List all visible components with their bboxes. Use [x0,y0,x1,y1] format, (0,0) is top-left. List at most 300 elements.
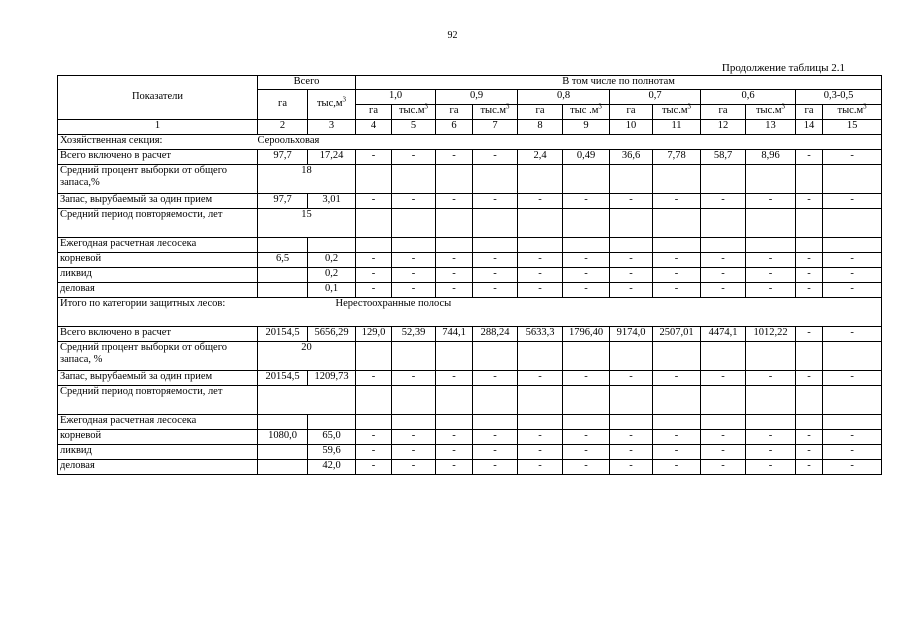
value-cell [436,209,473,238]
value-cell [563,209,610,238]
value-cell [436,165,473,194]
value-cell: - [473,460,518,475]
value-cell: 2507,01 [653,327,701,342]
unit-label: тыс $.м^3$ [570,102,602,116]
unit-exponent: 3 [342,95,347,104]
value-cell: - [746,268,796,283]
value-cell: - [796,430,823,445]
value-cell [610,386,653,415]
section-name: Сероольховая [258,135,882,150]
header-unit-volume [746,102,796,120]
merged-value-cell: 15 [258,209,356,238]
value-cell: - [610,430,653,445]
value-cell: - [473,283,518,298]
value-cell [823,415,882,430]
value-cell: - [356,283,392,298]
header-density: 0,7 [610,90,701,105]
row-label: ликвид [58,445,258,460]
value-cell [701,386,746,415]
header-unit-volume [823,102,882,120]
value-cell: - [518,430,563,445]
table-row [58,460,882,475]
value-cell: 97,7 [258,150,308,165]
value-cell: 0,1 [308,283,356,298]
value-cell: - [518,268,563,283]
merged-value-cell: 20 [258,342,356,371]
value-cell: - [356,268,392,283]
value-cell: - [746,253,796,268]
value-cell: 744,1 [436,327,473,342]
table-row [58,268,882,283]
value-cell [473,238,518,253]
value-cell [610,342,653,371]
value-cell: - [563,194,610,209]
value-cell [746,238,796,253]
value-cell: 58,7 [701,150,746,165]
value-cell: - [746,283,796,298]
row-label: Средний период повторяемости, лет [58,209,258,238]
value-cell: - [746,430,796,445]
table-row [58,209,882,238]
data-table [57,75,882,475]
value-cell [258,268,308,283]
value-cell: - [473,430,518,445]
value-cell: - [796,460,823,475]
value-cell: 2,4 [518,150,563,165]
value-cell: - [823,371,882,386]
value-cell [823,386,882,415]
value-cell: - [392,268,436,283]
value-cell: - [823,430,882,445]
value-cell: 97,7 [258,194,308,209]
value-cell [436,238,473,253]
value-cell: - [518,194,563,209]
value-cell [823,342,882,371]
header-unit-ha: га [356,105,392,120]
unit-exponent: 3 [781,102,786,111]
value-cell [823,165,882,194]
value-cell: - [518,460,563,475]
value-cell: - [653,460,701,475]
table-row [58,253,882,268]
unit-exponent: 3 [863,102,867,111]
value-cell [701,165,746,194]
value-cell: - [746,460,796,475]
column-number: 11 [653,120,701,135]
table-row [58,415,882,430]
value-cell [796,238,823,253]
table-row [58,371,882,386]
header-unit-volume [392,102,436,120]
value-cell: - [610,445,653,460]
value-cell: - [701,253,746,268]
value-cell [653,238,701,253]
value-cell: - [746,445,796,460]
value-cell: 1080,0 [258,430,308,445]
value-cell: - [796,445,823,460]
value-cell [518,342,563,371]
value-cell: 6,5 [258,253,308,268]
header-including: В том числе по полнотам [356,76,882,90]
value-cell [563,165,610,194]
header-row [58,76,882,90]
value-cell [563,342,610,371]
header-total: Всего [258,76,356,90]
value-cell: - [653,283,701,298]
value-cell: - [356,150,392,165]
value-cell: - [746,371,796,386]
value-cell [610,238,653,253]
value-cell [563,386,610,415]
value-cell [701,238,746,253]
value-cell: - [356,445,392,460]
value-cell [258,460,308,475]
value-cell: 52,39 [392,327,436,342]
value-cell [563,415,610,430]
row-label: Ежегодная расчетная лесосека [58,238,258,253]
value-cell: - [356,430,392,445]
header-unit-ha: га [610,105,653,120]
row-label: деловая [58,283,258,298]
table-row [58,445,882,460]
unit-exponent: 3 [424,102,429,111]
value-cell [356,342,392,371]
header-density: 1,0 [356,90,436,105]
value-cell: - [653,253,701,268]
value-cell [746,209,796,238]
value-cell: - [610,253,653,268]
value-cell: - [610,371,653,386]
header-unit-ha: га [701,105,746,120]
header-total-volume [308,90,356,120]
value-cell: - [392,445,436,460]
value-cell: - [563,371,610,386]
value-cell [746,386,796,415]
header-total-ha: га [258,90,308,120]
header-density: 0,3-0,5 [796,90,882,105]
value-cell: 0,49 [563,150,610,165]
unit-label: $тыс.м^3$ [398,102,429,116]
table-row [58,238,882,253]
value-cell [392,415,436,430]
value-cell [563,238,610,253]
header-unit-ha: га [796,105,823,120]
value-cell: - [610,460,653,475]
value-cell: - [701,430,746,445]
row-label: Средний процент выборки от общего запаса, % [58,342,258,371]
value-cell: - [701,445,746,460]
value-cell: - [392,283,436,298]
value-cell: - [653,268,701,283]
value-cell [436,386,473,415]
value-cell: - [796,150,823,165]
row-label: Запас, вырубаемый за один прием [58,371,258,386]
column-number: 4 [356,120,392,135]
value-cell: 288,24 [473,327,518,342]
value-cell: - [796,253,823,268]
value-cell [746,165,796,194]
unit-label: $тыс.м^3$ [755,102,786,116]
value-cell: - [563,460,610,475]
value-cell [796,415,823,430]
value-cell: - [356,194,392,209]
row-label: Ежегодная расчетная лесосека [58,415,258,430]
column-number-row [58,120,882,135]
value-cell [518,165,563,194]
row-label: деловая [58,460,258,475]
value-cell: - [356,460,392,475]
unit-label: $тыс,м^3$ [316,95,347,110]
value-cell [746,415,796,430]
value-cell: - [518,283,563,298]
value-cell [392,165,436,194]
value-cell: - [701,283,746,298]
value-cell: - [473,253,518,268]
value-cell: - [436,194,473,209]
section-label: Хозяйственная секция: [58,135,258,150]
value-cell: 42,0 [308,460,356,475]
value-cell: - [563,253,610,268]
value-cell: - [653,445,701,460]
column-number: 1 [58,120,258,135]
value-cell [610,415,653,430]
value-cell: - [796,371,823,386]
value-cell [653,209,701,238]
value-cell: 0,2 [308,253,356,268]
value-cell [701,342,746,371]
header-density: 0,9 [436,90,518,105]
value-cell [392,386,436,415]
row-label: корневой [58,253,258,268]
column-number: 3 [308,120,356,135]
value-cell [701,415,746,430]
value-cell: - [823,268,882,283]
value-cell: - [653,194,701,209]
value-cell: - [473,445,518,460]
value-cell [436,342,473,371]
value-cell: - [701,371,746,386]
merged-value-cell: 18 [258,165,356,194]
value-cell: 36,6 [610,150,653,165]
value-cell [796,165,823,194]
value-cell: - [796,194,823,209]
value-cell: 8,96 [746,150,796,165]
value-cell [518,386,563,415]
value-cell: - [392,194,436,209]
value-cell [796,342,823,371]
unit-exponent: 3 [687,102,692,111]
value-cell: 17,24 [308,150,356,165]
value-cell: - [436,371,473,386]
value-cell: - [473,268,518,283]
value-cell: - [392,460,436,475]
table-row [58,386,882,415]
column-number: 13 [746,120,796,135]
column-number: 9 [563,120,610,135]
value-cell: 9174,0 [610,327,653,342]
value-cell [258,283,308,298]
value-cell: 20154,5 [258,327,308,342]
value-cell: - [746,194,796,209]
value-cell: - [653,430,701,445]
value-cell: - [823,283,882,298]
value-cell [746,342,796,371]
column-number: 6 [436,120,473,135]
value-cell [518,238,563,253]
value-cell: - [518,253,563,268]
value-cell: - [356,253,392,268]
value-cell [610,209,653,238]
header-unit-volume [473,102,518,120]
value-cell: - [392,371,436,386]
value-cell: - [436,150,473,165]
value-cell [392,342,436,371]
value-cell [823,238,882,253]
value-cell: - [392,150,436,165]
section-name: Нерестоохранные полосы [258,298,882,327]
header-unit-ha: га [518,105,563,120]
header-unit-volume [563,102,610,120]
value-cell [518,415,563,430]
row-label: ликвид [58,268,258,283]
table-row [58,165,882,194]
value-cell: - [518,371,563,386]
unit-label: $тыс.м^3$ [661,102,692,116]
value-cell [653,165,701,194]
value-cell: - [473,150,518,165]
value-cell: 1012,22 [746,327,796,342]
value-cell [823,209,882,238]
value-cell [392,238,436,253]
value-cell: - [823,460,882,475]
row-label: Средний процент выборки от общего запаса,% [58,165,258,194]
value-cell [258,445,308,460]
unit-label: $тыс.м^3$ [837,102,867,116]
table-row [58,283,882,298]
table-row [58,430,882,445]
value-cell [473,209,518,238]
value-cell [356,386,392,415]
value-cell [653,342,701,371]
value-cell: 7,78 [653,150,701,165]
value-cell [653,415,701,430]
value-cell: - [610,283,653,298]
value-cell: - [563,445,610,460]
table-continuation-label: Продолжение таблицы 2.1 [721,62,845,74]
value-cell: - [473,371,518,386]
column-number: 15 [823,120,882,135]
value-cell [796,209,823,238]
value-cell: - [796,283,823,298]
value-cell [356,238,392,253]
value-cell [473,165,518,194]
row-label: Запас, вырубаемый за один прием [58,194,258,209]
value-cell [473,415,518,430]
header-unit-ha: га [436,105,473,120]
value-cell [356,209,392,238]
value-cell: 3,01 [308,194,356,209]
unit-label: $тыс.м^3$ [480,102,510,116]
value-cell [356,165,392,194]
header-density: 0,6 [701,90,796,105]
section-title-row [58,135,882,150]
value-cell: - [436,460,473,475]
value-cell: 4474,1 [701,327,746,342]
unit-exponent: 3 [598,102,602,111]
value-cell: - [436,283,473,298]
table-row [58,342,882,371]
merged-value-cell [258,386,356,415]
value-cell [518,209,563,238]
value-cell: - [796,268,823,283]
value-cell [436,415,473,430]
column-number: 7 [473,120,518,135]
value-cell: - [823,194,882,209]
value-cell [473,342,518,371]
value-cell: - [436,430,473,445]
page-number: 92 [447,30,458,41]
value-cell [701,209,746,238]
value-cell: - [823,445,882,460]
value-cell: 5633,3 [518,327,563,342]
value-cell: 129,0 [356,327,392,342]
value-cell [308,415,356,430]
column-number: 12 [701,120,746,135]
value-cell [308,238,356,253]
value-cell [258,415,308,430]
value-cell: - [563,268,610,283]
value-cell: - [796,327,823,342]
value-cell: 1209,73 [308,371,356,386]
column-number: 2 [258,120,308,135]
value-cell: - [610,194,653,209]
value-cell: - [473,194,518,209]
column-number: 8 [518,120,563,135]
value-cell [258,238,308,253]
row-label: Всего включено в расчет [58,150,258,165]
table-row [58,150,882,165]
value-cell: 5656,29 [308,327,356,342]
value-cell: - [392,253,436,268]
header-indicators: Показатели [58,76,258,120]
value-cell: 0,2 [308,268,356,283]
value-cell: - [436,268,473,283]
row-label: Средний период повторяемости, лет [58,386,258,415]
value-cell: - [823,327,882,342]
value-cell: - [610,268,653,283]
value-cell: - [436,253,473,268]
value-cell: 1796,40 [563,327,610,342]
value-cell: - [823,150,882,165]
table-row [58,327,882,342]
value-cell: - [518,445,563,460]
value-cell: 20154,5 [258,371,308,386]
value-cell: - [356,371,392,386]
value-cell [356,415,392,430]
column-number: 5 [392,120,436,135]
row-label: корневой [58,430,258,445]
value-cell: - [563,430,610,445]
value-cell [796,386,823,415]
header-density: 0,8 [518,90,610,105]
value-cell [610,165,653,194]
value-cell [653,386,701,415]
value-cell [392,209,436,238]
value-cell [473,386,518,415]
value-cell: - [563,283,610,298]
value-cell: - [392,430,436,445]
row-label: Всего включено в расчет [58,327,258,342]
